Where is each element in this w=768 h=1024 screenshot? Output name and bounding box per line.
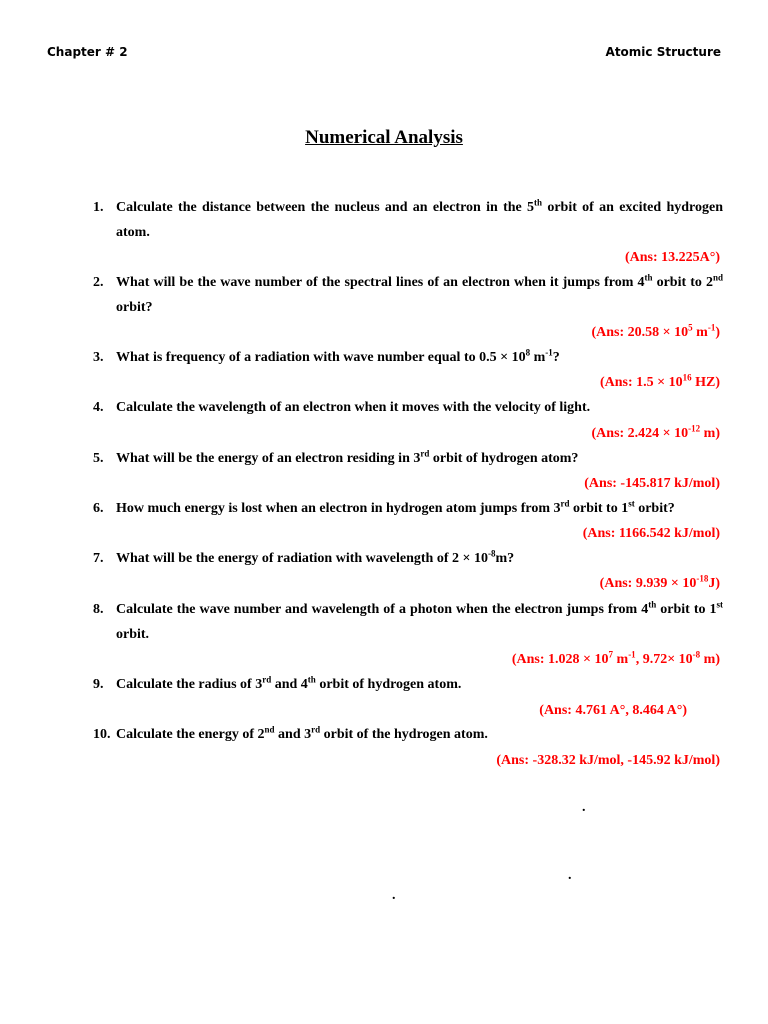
question-text: Calculate the distance between the nucleus and an electron in the 5th orbit of an excited hydrogen atom. bbox=[116, 197, 724, 240]
answer-7: (Ans: $9.939 \times 10^{-18}J$) bbox=[599, 573, 720, 591]
question-10 bbox=[93, 722, 723, 747]
chapter-header: Chapter # 2 bbox=[47, 45, 128, 59]
question-6 bbox=[93, 496, 723, 521]
question-number: 10. bbox=[93, 727, 111, 742]
question-4 bbox=[93, 395, 723, 420]
question-number: 6. bbox=[93, 501, 104, 516]
topic-header: Atomic Structure bbox=[605, 45, 721, 59]
question-number: 1. bbox=[93, 200, 104, 215]
question-2 bbox=[93, 270, 723, 320]
question-number: 3. bbox=[93, 350, 104, 365]
question-text: What will be the wave number of the spectral lines of an electron when it jumps from 4th orbit to 2nd orbit? bbox=[116, 272, 723, 315]
stray-dot: . bbox=[582, 800, 586, 815]
question-text: Calculate the radius of 3rd and 4th orbit of hydrogen atom. bbox=[116, 674, 462, 692]
answer-3: (Ans: $1.5 \times 10^{16}$ HZ) bbox=[599, 372, 720, 390]
question-7 bbox=[93, 546, 723, 571]
question-1 bbox=[93, 195, 723, 245]
answer-8: (Ans: $1.028 \times 10^7$ $m^{-1}$, $9.72\times 10^{-8}$ m) bbox=[511, 649, 720, 667]
question-text: What will be the energy of radiation with wavelength of $2 \times 10^{-8}m$? bbox=[116, 548, 515, 566]
question-9 bbox=[93, 672, 723, 697]
question-number: 2. bbox=[93, 275, 104, 290]
question-text: Calculate the wave number and wavelength of a photon when the electron jumps from 4th orbit to 1st orbit. bbox=[116, 599, 723, 642]
answer-5: (Ans: -145.817 kJ/mol) bbox=[584, 476, 720, 491]
question-text: Calculate the wavelength of an electron when it moves with the velocity of light. bbox=[116, 400, 591, 415]
question-number: 5. bbox=[93, 451, 104, 466]
question-5 bbox=[93, 446, 723, 471]
question-number: 8. bbox=[93, 602, 104, 617]
answer-6: (Ans: 1166.542 kJ/mol) bbox=[582, 526, 720, 541]
answer-4: (Ans: $2.424 \times 10^{-12}$ m) bbox=[591, 423, 720, 441]
answer-2: (Ans: $20.58 \times 10^5$ $m^{-1}$) bbox=[591, 322, 720, 340]
question-text: How much energy is lost when an electron in hydrogen atom jumps from 3rd orbit to 1st orbit? bbox=[116, 498, 675, 516]
question-8 bbox=[93, 597, 723, 647]
question-number: 7. bbox=[93, 551, 104, 566]
answer-9: (Ans: 4.761 A°, 8.464 A°) bbox=[539, 703, 687, 718]
answer-1: (Ans: 13.225A°) bbox=[624, 250, 720, 265]
question-number: 4. bbox=[93, 400, 104, 415]
stray-dot: . bbox=[392, 888, 396, 903]
question-text: What is frequency of a radiation with wave number equal to $0.5 \times 10^8$ $m^{-1}$? bbox=[116, 347, 560, 365]
question-text: What will be the energy of an electron residing in 3rd orbit of hydrogen atom? bbox=[116, 448, 579, 466]
question-number: 9. bbox=[93, 677, 104, 692]
question-3 bbox=[93, 345, 723, 370]
page-title: Numerical Analysis bbox=[305, 127, 463, 148]
answer-10: (Ans: -328.32 kJ/mol, -145.92 kJ/mol) bbox=[496, 753, 720, 768]
stray-dot: . bbox=[568, 868, 572, 883]
question-text: Calculate the energy of 2nd and 3rd orbit of the hydrogen atom. bbox=[116, 724, 488, 742]
